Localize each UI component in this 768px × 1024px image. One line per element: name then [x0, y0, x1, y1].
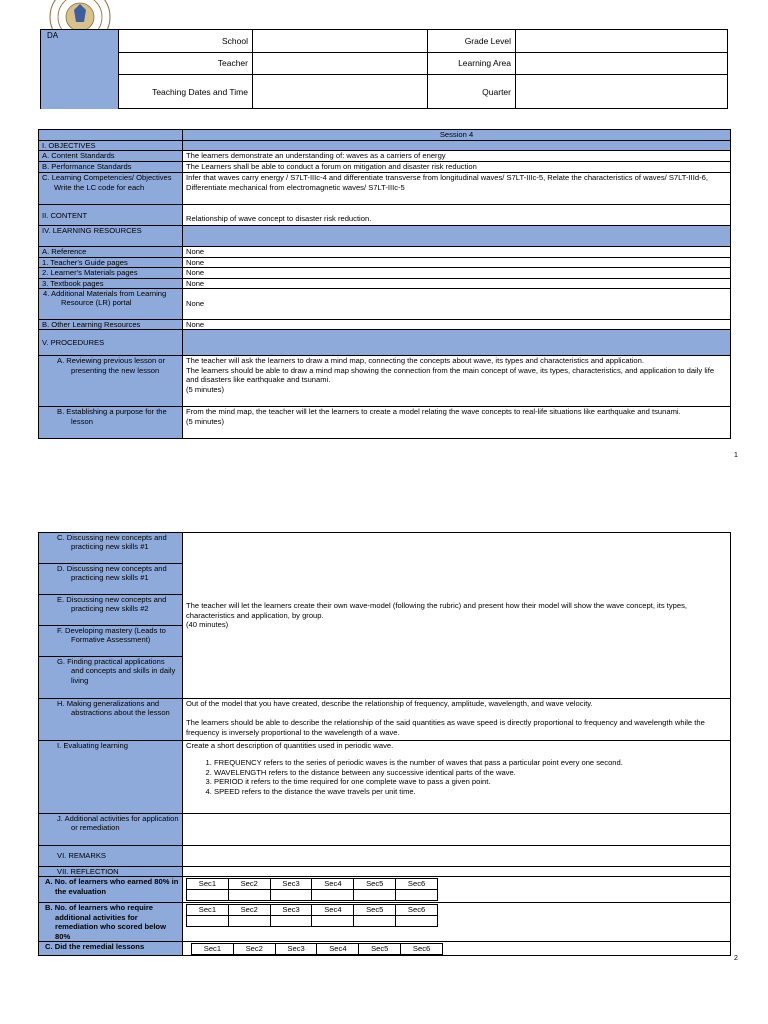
page-number-2: 2 — [734, 955, 738, 962]
reflection-a-label: A. No. of learners who earned 80% in the evaluation — [39, 877, 183, 903]
teachers-guide-label: 1. Teacher's Guide pages — [39, 257, 183, 267]
section-grid-b — [186, 904, 438, 927]
learning-area-field[interactable] — [516, 52, 727, 74]
reference-label: A. Reference — [39, 247, 183, 257]
reference-value: None — [183, 247, 731, 257]
mastery-label: F. Developing mastery (Leads to Formative Assessment) — [39, 626, 183, 657]
competencies-lc-note: Write the LC code for each — [54, 182, 145, 192]
quantity-desc: refers to the distance between any successive identical parts of the wave. — [266, 767, 516, 777]
discuss-1-label: C. Discussing new concepts and practicing new skills #1 — [39, 533, 183, 564]
section-cell: Sec2 — [233, 944, 275, 955]
section-count-cell[interactable] — [396, 890, 438, 901]
content-label: II. CONTENT — [39, 205, 183, 226]
section-count-cell[interactable] — [270, 890, 312, 901]
competencies-label-text: C. Learning Competencies/ Objectives — [42, 173, 172, 183]
dates-field[interactable] — [253, 74, 428, 109]
generalizations-label: H. Making generalizations and abstractions about the lesson — [39, 699, 183, 741]
discuss-1b-label: D. Discussing new concepts and practicing new skills #1 — [39, 564, 183, 595]
performance-standards-label: B. Performance Standards — [39, 162, 183, 173]
other-resources-label: B. Other Learning Resources — [39, 320, 183, 330]
reflection-b-sections — [183, 903, 731, 942]
section-count-cell[interactable] — [312, 890, 354, 901]
purpose-value — [183, 407, 731, 439]
model-activity-text: The teacher will let the learners create their own wave-model (following the rubric) and present how their model will show the wave concept, its types, characteristics and application, by group. — [186, 601, 688, 620]
section-count-cell[interactable] — [312, 916, 354, 927]
section-cell: Sec5 — [359, 944, 401, 955]
evaluating-value — [183, 741, 731, 814]
section-cell: Sec3 — [270, 905, 312, 916]
section-cell: Sec1 — [187, 879, 229, 890]
school-field[interactable] — [253, 30, 428, 52]
quarter-field[interactable] — [516, 74, 727, 109]
session-header: Session 4 — [183, 130, 731, 141]
grade-level-label: Grade Level — [428, 30, 516, 52]
learning-resources-cell — [183, 226, 731, 247]
section-cell: Sec4 — [317, 944, 359, 955]
review-text-1: The teacher will ask the learners to draw a mind map, connecting the concepts about wave, its types and characteristics and application. — [186, 356, 644, 366]
procedures-cell — [183, 330, 731, 356]
content-value — [183, 205, 731, 226]
quantity-list — [186, 758, 727, 796]
generalizations-text-1: Out of the model that you have created, describe the relationship of frequency, amplitude, wavelength, and wave velocity. — [186, 699, 593, 708]
learning-resources-label: IV. LEARNING RESOURCES — [39, 226, 183, 247]
quantity-term: PERIOD — [214, 777, 244, 787]
lesson-plan-table-page2 — [38, 532, 731, 956]
reflection-value — [183, 867, 731, 877]
section-count-cell[interactable] — [396, 916, 438, 927]
section-count-cell[interactable] — [354, 916, 396, 927]
section-grid-c — [191, 943, 443, 955]
header-logo-cell — [41, 30, 119, 109]
competencies-label — [39, 173, 183, 205]
other-resources-value: None — [183, 320, 731, 330]
quantity-desc: refers to the series of periodic waves is the number of waves that pass a particular point every one second. — [261, 758, 623, 768]
textbook-value: None — [183, 278, 731, 288]
section-count-cell[interactable] — [270, 916, 312, 927]
section-cell: Sec4 — [312, 879, 354, 890]
procedures-label: V. PROCEDURES — [39, 330, 183, 356]
objectives-cell — [183, 141, 731, 151]
teachers-guide-value: None — [183, 257, 731, 267]
generalizations-text-2: The learners should be able to describe the relationship of the said quantities as wave speed is directly proportional to frequency and wavelength while the frequency is inversely proportional to the wavelength of a wave. — [186, 718, 705, 737]
section-cell: Sec4 — [312, 905, 354, 916]
quantity-desc: refers to the distance the wave travels per unit time. — [239, 786, 416, 796]
school-label: School — [118, 30, 253, 52]
session-corner — [39, 130, 183, 141]
evaluating-intro: Create a short description of quantities used in periodic wave. — [186, 741, 394, 750]
practical-label: G. Finding practical applications and concepts and skills in daily living — [39, 657, 183, 699]
quantity-term: SPEED — [214, 786, 240, 796]
quarter-label: Quarter — [428, 74, 516, 109]
reflection-a-sections — [183, 877, 731, 903]
section-cell: Sec1 — [192, 944, 234, 955]
content-standards-value: The learners demonstrate an understanding of: waves as a carriers of energy — [183, 151, 731, 162]
section-cell: Sec2 — [228, 879, 270, 890]
model-activity-value — [183, 533, 731, 699]
reflection-label: VII. REFLECTION — [39, 867, 183, 877]
learners-materials-value: None — [183, 268, 731, 278]
purpose-text-1: From the mind map, the teacher will let the learners to create a model relating the wave concepts to real-life situations like earthquake and tsunami. — [186, 407, 681, 417]
quantity-item — [214, 787, 727, 796]
section-count-cell[interactable] — [354, 890, 396, 901]
quantity-item — [214, 758, 727, 767]
section-grid-a — [186, 878, 438, 901]
textbook-label: 3. Textbook pages — [39, 278, 183, 288]
reflection-c-sections — [183, 942, 731, 956]
purpose-text-2: (5 minutes) — [186, 416, 224, 426]
discuss-2-label: E. Discussing new concepts and practicing new skills #2 — [39, 595, 183, 626]
section-cell: Sec5 — [354, 905, 396, 916]
learners-materials-label: 2. Learner's Materials pages — [39, 268, 183, 278]
quantity-item — [214, 777, 727, 786]
section-cell: Sec2 — [228, 905, 270, 916]
section-cell: Sec3 — [270, 879, 312, 890]
model-activity-time: (40 minutes) — [186, 620, 229, 630]
section-cell: Sec6 — [401, 944, 443, 955]
reflection-c-label: C. Did the remedial lessons — [39, 942, 183, 956]
section-cell: Sec1 — [187, 905, 229, 916]
teacher-field[interactable] — [253, 52, 428, 74]
section-cell: Sec6 — [396, 879, 438, 890]
purpose-label: B. Establishing a purpose for the lesson — [39, 407, 183, 439]
page-number-1: 1 — [734, 452, 738, 459]
evaluating-label: I. Evaluating learning — [39, 741, 183, 814]
section-count-cell[interactable] — [228, 916, 270, 927]
remarks-label: VI. REMARKS — [39, 846, 183, 867]
review-text-2: The learners should be able to draw a mind map showing the connection from the main concept of wave, its types, characteristics, and application to daily life and disasters like earthquake and tsunami. — [186, 365, 715, 385]
section-count-cell[interactable] — [187, 890, 229, 901]
remarks-value — [183, 846, 731, 867]
section-cell: Sec6 — [396, 905, 438, 916]
objectives-label: I. OBJECTIVES — [39, 141, 183, 151]
content-standards-label: A. Content Standards — [39, 151, 183, 162]
lesson-plan-table-page1 — [38, 129, 731, 439]
section-count-cell[interactable] — [228, 890, 270, 901]
additional-materials-label: 4. Additional Materials from Learning Resource (LR) portal — [39, 289, 183, 320]
generalizations-value — [183, 699, 731, 741]
review-label: A. Reviewing previous lesson or presenting the new lesson — [39, 356, 183, 407]
grade-level-field[interactable] — [516, 30, 727, 52]
performance-standards-value: The Learners shall be able to conduct a forum on mitigation and disaster risk reduction — [183, 162, 731, 173]
section-cell: Sec3 — [275, 944, 317, 955]
school-info-header — [40, 29, 728, 109]
quantity-term: FREQUENCY — [214, 758, 262, 768]
quantity-desc: it refers to the time required for one complete wave to pass a given point. — [243, 777, 491, 787]
seal-text: DA — [47, 31, 59, 40]
section-count-cell[interactable] — [187, 916, 229, 927]
quantity-term: WAVELENGTH — [214, 767, 267, 777]
additional-activities-label: J. Additional activities for application or remediation — [39, 814, 183, 846]
reflection-b-label: B. No. of learners who require additional activities for remediation who scored below 80% — [39, 903, 183, 942]
section-cell: Sec5 — [354, 879, 396, 890]
learning-area-label: Learning Area — [428, 52, 516, 74]
additional-activities-value — [183, 814, 731, 846]
review-value — [183, 356, 731, 407]
additional-materials-value: None — [183, 289, 731, 320]
competencies-value: Infer that waves carry energy / S7LT-IIIc-4 and differentiate transverse from longitudinal waves/ S7LT-IIIc-5, Relate the characteristics of waves/ S7LT-IIId-6, Differentiate mechanical from electromagnetic waves/ S7LT-IIIc-5 — [183, 173, 731, 205]
review-text-3: (5 minutes) — [186, 384, 224, 394]
content-text: Relationship of wave concept to disaster risk reduction. — [186, 213, 372, 223]
dates-label: Teaching Dates and Time — [118, 74, 253, 109]
teacher-label: Teacher — [118, 52, 253, 74]
quantity-item — [214, 768, 727, 777]
